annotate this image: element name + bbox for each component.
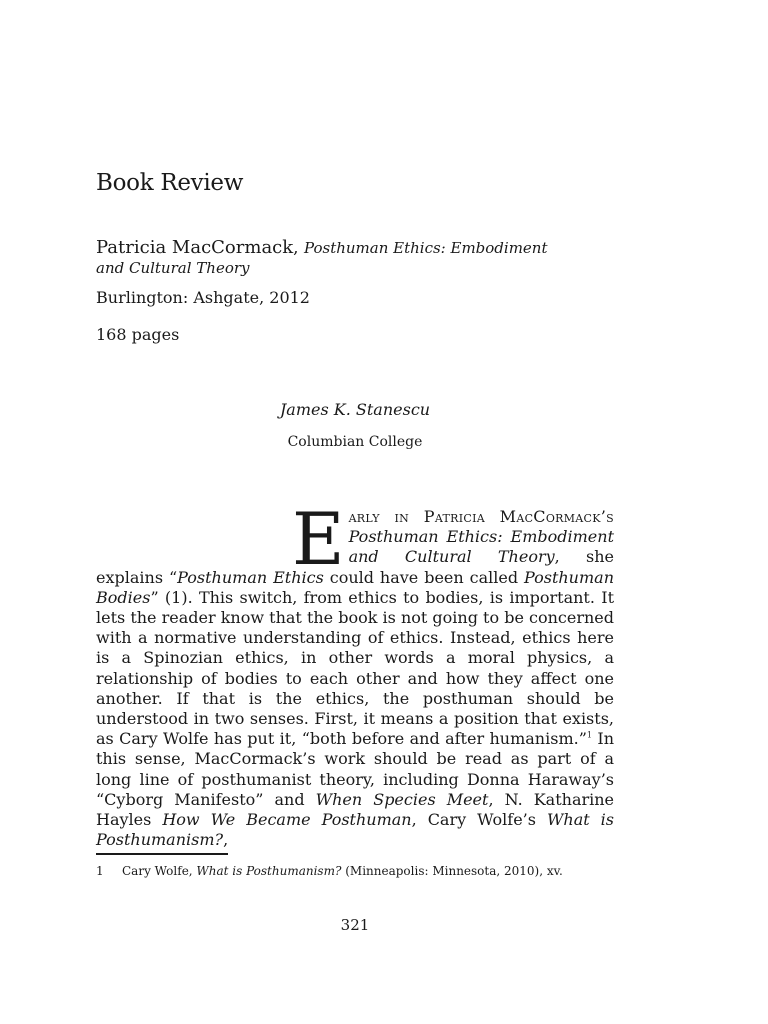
body-segment: could have been called [323, 567, 524, 587]
book-pages: 168 pages [96, 325, 180, 344]
footnote-number: 1 [96, 864, 104, 878]
footnote [96, 864, 626, 878]
reviewer-affiliation: Columbian College [287, 434, 423, 450]
italic-title: When Species Meet [315, 789, 489, 809]
footnote-divider [96, 853, 228, 855]
body-segment: , Cary Wolfe’s [411, 810, 547, 830]
italic-title: How We Became Posthuman [162, 810, 412, 830]
italic-title: What is Posthumanism? [96, 810, 615, 850]
citation-separator: , [293, 238, 304, 258]
footnote-text: Cary Wolfe, [122, 864, 197, 878]
body-segment: , [223, 830, 229, 850]
book-author: Patricia MacCormack [96, 237, 294, 258]
body-segment: , she explains “ [96, 547, 614, 587]
book-title: Posthuman Ethics: Embodiment and Cultural Theory [96, 239, 548, 277]
book-citation [96, 238, 576, 278]
drop-cap: E [292, 497, 345, 581]
section-title: Book Review [96, 170, 244, 196]
footnote-reference[interactable]: 1 [586, 730, 592, 740]
footnote-title: What is Posthumanism? [196, 864, 342, 878]
body-segment: ” (1). This switch, from ethics to bodies, is important. It lets the reader know that the book is not going to be concerned with a normative understanding of ethics. Instead, ethics here is a Spinozian ethics, in other words a moral physics, a relationship of bodies to each other and how they affect one another. If that is the ethics, the posthuman should be understood in two senses. First, it means a position that exists, as Cary Wolfe has put it, “both before and after humanism.” [96, 587, 614, 749]
italic-title: Posthuman Ethics [177, 567, 324, 587]
body-segment: In this sense, MacCormack’s work should be read as part of a long line of posthumanist theory, including Donna Haraway’s “Cyborg Manifesto” and [96, 729, 614, 809]
book-publication: Burlington: Ashgate, 2012 [96, 288, 310, 307]
lead-book-title: Posthuman Ethics: Embodiment and Cultural Theory [348, 527, 614, 567]
review-body [96, 497, 615, 850]
body-segment: , N. Katharine Hayles [96, 789, 615, 830]
footnote-text: (Minneapolis: Minnesota, 2010), xv. [341, 864, 563, 878]
page-number: 321 [340, 916, 370, 934]
italic-title: Posthuman Bodies [96, 567, 614, 607]
reviewer-name: James K. Stanescu [279, 400, 431, 419]
lead-in: arly in Patricia MacCormack’s [348, 507, 614, 526]
